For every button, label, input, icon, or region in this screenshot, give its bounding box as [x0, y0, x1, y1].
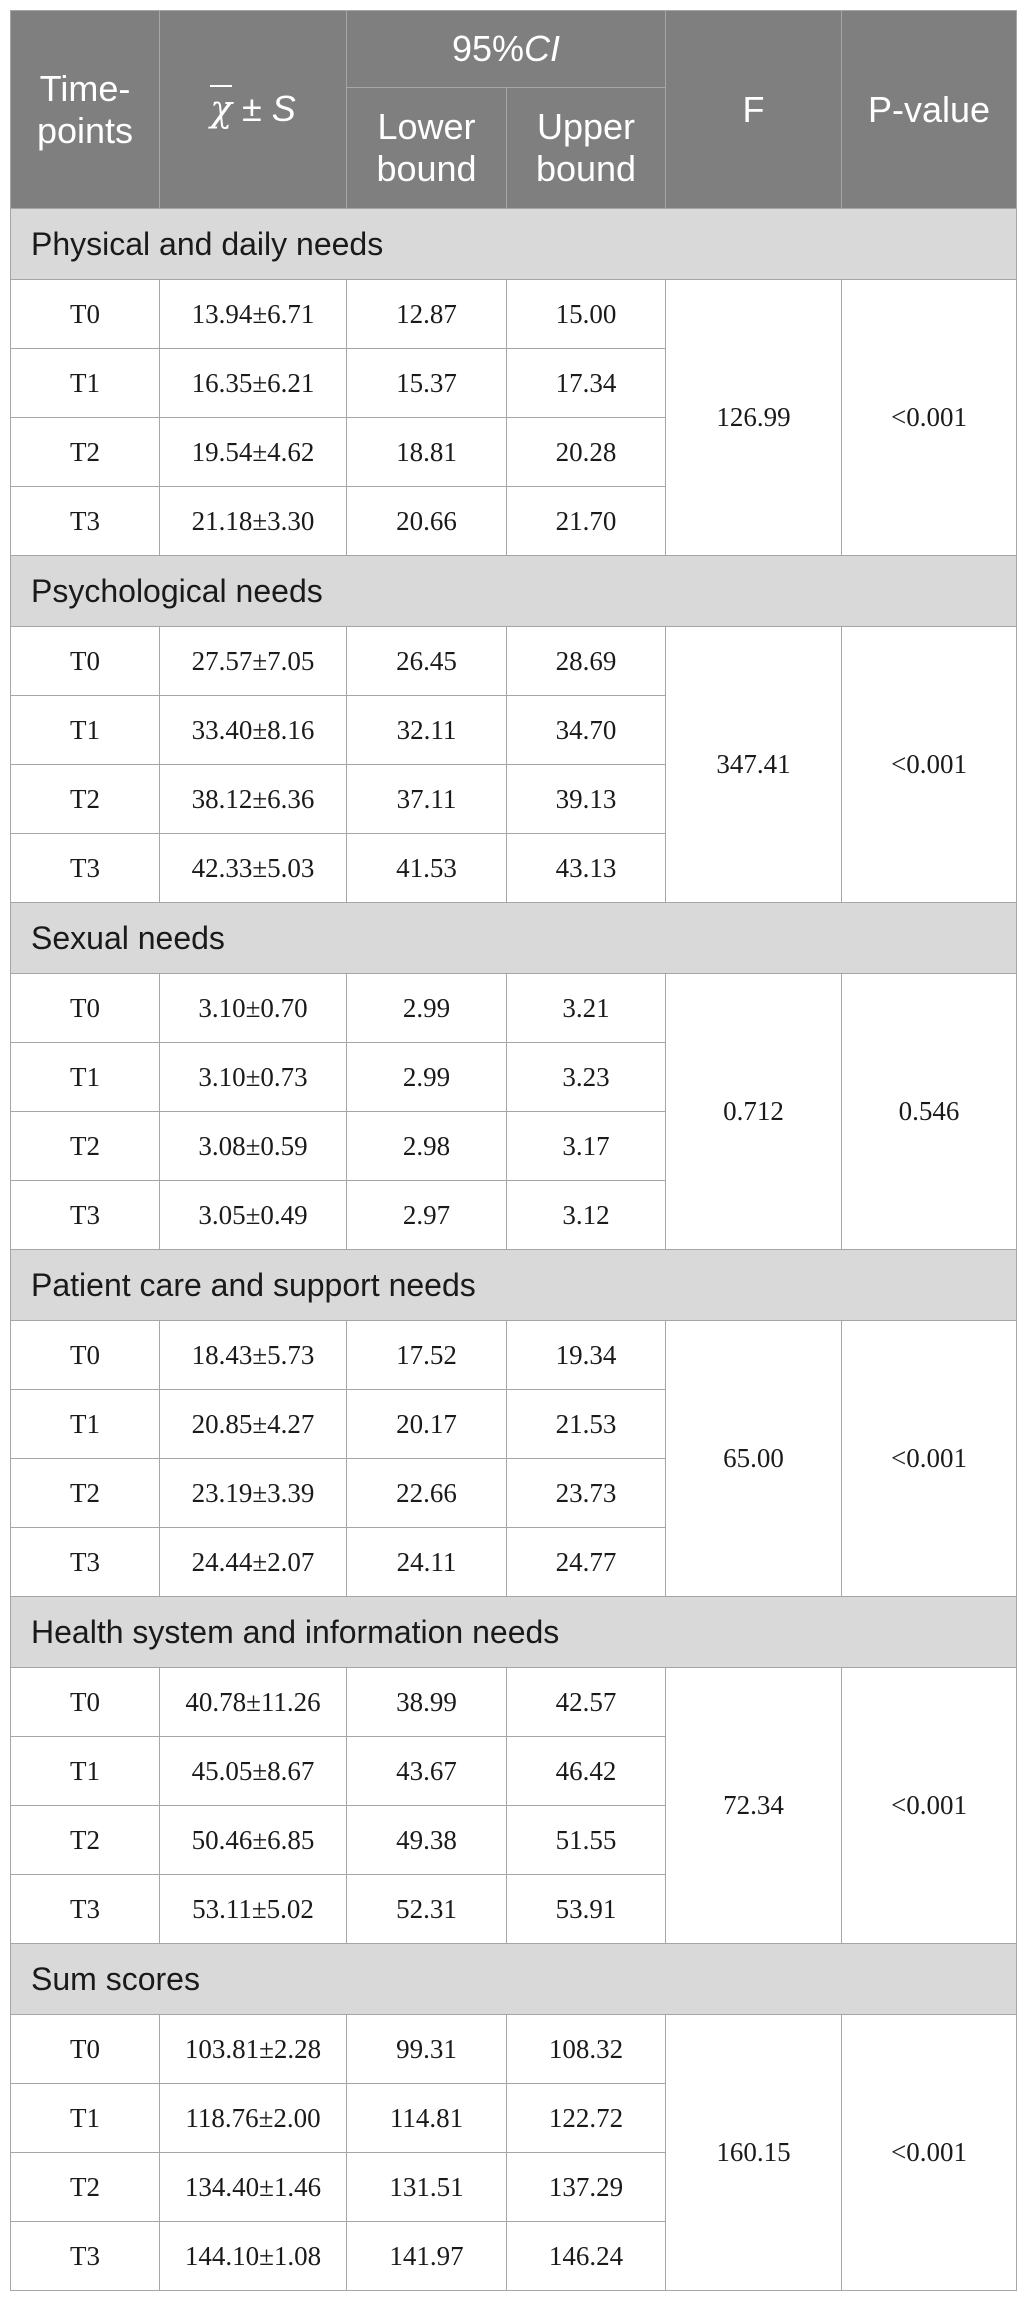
timepoint-cell: T2 — [11, 2153, 160, 2222]
lower-bound-cell: 41.53 — [347, 834, 507, 903]
upper-bound-cell: 108.32 — [507, 2015, 666, 2084]
lower-bound-cell: 18.81 — [347, 418, 507, 487]
section-title: Psychological needs — [11, 556, 1017, 627]
upper-bound-cell: 51.55 — [507, 1806, 666, 1875]
f-value-cell: 72.34 — [666, 1668, 842, 1944]
section-title: Health system and information needs — [11, 1597, 1017, 1668]
upper-bound-cell: 3.17 — [507, 1112, 666, 1181]
timepoint-cell: T2 — [11, 1459, 160, 1528]
lower-bound-cell: 2.98 — [347, 1112, 507, 1181]
p-value-cell: <0.001 — [842, 2015, 1017, 2291]
lower-bound-cell: 24.11 — [347, 1528, 507, 1597]
p-value-cell: <0.001 — [842, 627, 1017, 903]
timepoint-cell: T1 — [11, 1043, 160, 1112]
p-value-cell: 0.546 — [842, 974, 1017, 1250]
timepoint-cell: T1 — [11, 1390, 160, 1459]
upper-bound-cell: 28.69 — [507, 627, 666, 696]
section-title: Sexual needs — [11, 903, 1017, 974]
table-row — [11, 1321, 1017, 1390]
upper-bound-cell: 3.23 — [507, 1043, 666, 1112]
lower-bound-cell: 2.99 — [347, 1043, 507, 1112]
timepoint-cell: T2 — [11, 418, 160, 487]
lower-bound-cell: 26.45 — [347, 627, 507, 696]
section-title: Sum scores — [11, 1944, 1017, 2015]
lower-bound-cell: 43.67 — [347, 1737, 507, 1806]
mean-sd-cell: 144.10±1.08 — [160, 2222, 347, 2291]
mean-sd-cell: 53.11±5.02 — [160, 1875, 347, 1944]
timepoint-cell: T0 — [11, 1321, 160, 1390]
mean-sd-cell: 134.40±1.46 — [160, 2153, 347, 2222]
timepoint-cell: T0 — [11, 2015, 160, 2084]
timepoint-cell: T2 — [11, 1112, 160, 1181]
f-value-cell: 160.15 — [666, 2015, 842, 2291]
timepoint-cell: T3 — [11, 834, 160, 903]
upper-bound-cell: 15.00 — [507, 280, 666, 349]
section-title: Patient care and support needs — [11, 1250, 1017, 1321]
timepoint-cell: T2 — [11, 765, 160, 834]
upper-bound-cell: 137.29 — [507, 2153, 666, 2222]
header-ci: 95%CI — [347, 11, 666, 88]
upper-bound-cell: 19.34 — [507, 1321, 666, 1390]
lower-bound-cell: 12.87 — [347, 280, 507, 349]
upper-bound-cell: 3.21 — [507, 974, 666, 1043]
header-lower-bound: Lower bound — [347, 88, 507, 209]
lower-bound-cell: 141.97 — [347, 2222, 507, 2291]
mean-sd-cell: 3.10±0.73 — [160, 1043, 347, 1112]
mean-sd-cell: 13.94±6.71 — [160, 280, 347, 349]
upper-bound-cell: 21.53 — [507, 1390, 666, 1459]
upper-bound-cell: 34.70 — [507, 696, 666, 765]
mean-sd-cell: 3.10±0.70 — [160, 974, 347, 1043]
mean-sd-cell: 118.76±2.00 — [160, 2084, 347, 2153]
timepoint-cell: T3 — [11, 1528, 160, 1597]
upper-bound-cell: 146.24 — [507, 2222, 666, 2291]
section-row — [11, 1597, 1017, 1668]
timepoint-cell: T0 — [11, 1668, 160, 1737]
lower-bound-cell: 114.81 — [347, 2084, 507, 2153]
mean-sd-cell: 40.78±11.26 — [160, 1668, 347, 1737]
timepoint-cell: T3 — [11, 1181, 160, 1250]
lower-bound-cell: 17.52 — [347, 1321, 507, 1390]
timepoint-cell: T2 — [11, 1806, 160, 1875]
lower-bound-cell: 22.66 — [347, 1459, 507, 1528]
lower-bound-cell: 49.38 — [347, 1806, 507, 1875]
section-title: Physical and daily needs — [11, 209, 1017, 280]
lower-bound-cell: 2.99 — [347, 974, 507, 1043]
header-p-value: P-value — [842, 11, 1017, 209]
mean-sd-cell: 16.35±6.21 — [160, 349, 347, 418]
f-value-cell: 0.712 — [666, 974, 842, 1250]
timepoint-cell: T0 — [11, 627, 160, 696]
table-row — [11, 627, 1017, 696]
mean-sd-cell: 38.12±6.36 — [160, 765, 347, 834]
mean-sd-cell: 23.19±3.39 — [160, 1459, 347, 1528]
f-value-cell: 65.00 — [666, 1321, 842, 1597]
timepoint-cell: T1 — [11, 1737, 160, 1806]
lower-bound-cell: 37.11 — [347, 765, 507, 834]
table-row — [11, 1668, 1017, 1737]
mean-sd-cell: 33.40±8.16 — [160, 696, 347, 765]
lower-bound-cell: 20.66 — [347, 487, 507, 556]
upper-bound-cell: 42.57 — [507, 1668, 666, 1737]
timepoint-cell: T3 — [11, 2222, 160, 2291]
f-value-cell: 347.41 — [666, 627, 842, 903]
lower-bound-cell: 131.51 — [347, 2153, 507, 2222]
upper-bound-cell: 39.13 — [507, 765, 666, 834]
mean-sd-cell: 3.05±0.49 — [160, 1181, 347, 1250]
mean-sd-cell: 19.54±4.62 — [160, 418, 347, 487]
mean-sd-cell: 21.18±3.30 — [160, 487, 347, 556]
mean-sd-cell: 18.43±5.73 — [160, 1321, 347, 1390]
timepoint-cell: T0 — [11, 974, 160, 1043]
upper-bound-cell: 23.73 — [507, 1459, 666, 1528]
timepoint-cell: T3 — [11, 1875, 160, 1944]
lower-bound-cell: 20.17 — [347, 1390, 507, 1459]
timepoint-cell: T1 — [11, 2084, 160, 2153]
f-value-cell: 126.99 — [666, 280, 842, 556]
table-row — [11, 974, 1017, 1043]
table-body — [11, 209, 1017, 2291]
timepoint-cell: T1 — [11, 696, 160, 765]
sd-symbol: S — [271, 88, 296, 129]
section-row — [11, 1250, 1017, 1321]
lower-bound-cell: 99.31 — [347, 2015, 507, 2084]
upper-bound-cell: 122.72 — [507, 2084, 666, 2153]
section-row — [11, 903, 1017, 974]
p-value-cell: <0.001 — [842, 280, 1017, 556]
upper-bound-cell: 43.13 — [507, 834, 666, 903]
table-row — [11, 280, 1017, 349]
header-f: F — [666, 11, 842, 209]
mean-sd-cell: 42.33±5.03 — [160, 834, 347, 903]
p-value-cell: <0.001 — [842, 1668, 1017, 1944]
upper-bound-cell: 3.12 — [507, 1181, 666, 1250]
lower-bound-cell: 15.37 — [347, 349, 507, 418]
upper-bound-cell: 17.34 — [507, 349, 666, 418]
results-table — [10, 10, 1017, 2291]
upper-bound-cell: 20.28 — [507, 418, 666, 487]
mean-sd-cell: 45.05±8.67 — [160, 1737, 347, 1806]
mean-sd-cell: 20.85±4.27 — [160, 1390, 347, 1459]
lower-bound-cell: 2.97 — [347, 1181, 507, 1250]
mean-sd-cell: 50.46±6.85 — [160, 1806, 347, 1875]
mean-sd-cell: 27.57±7.05 — [160, 627, 347, 696]
mean-sd-cell: 103.81±2.28 — [160, 2015, 347, 2084]
p-value-cell: <0.001 — [842, 1321, 1017, 1597]
mean-sd-cell: 24.44±2.07 — [160, 1528, 347, 1597]
section-row — [11, 556, 1017, 627]
mean-sd-cell: 3.08±0.59 — [160, 1112, 347, 1181]
timepoint-cell: T0 — [11, 280, 160, 349]
upper-bound-cell: 46.42 — [507, 1737, 666, 1806]
mean-symbol: χ — [210, 89, 232, 130]
header-timepoints: Time-points — [11, 11, 160, 209]
header-mean-sd: χ ± S — [160, 11, 347, 209]
table-header — [11, 11, 1017, 209]
lower-bound-cell: 52.31 — [347, 1875, 507, 1944]
timepoint-cell: T3 — [11, 487, 160, 556]
table-row — [11, 2015, 1017, 2084]
header-upper-bound: Upper bound — [507, 88, 666, 209]
timepoint-cell: T1 — [11, 349, 160, 418]
lower-bound-cell: 38.99 — [347, 1668, 507, 1737]
results-table-container — [10, 10, 1016, 2291]
section-row — [11, 209, 1017, 280]
upper-bound-cell: 24.77 — [507, 1528, 666, 1597]
section-row — [11, 1944, 1017, 2015]
upper-bound-cell: 53.91 — [507, 1875, 666, 1944]
lower-bound-cell: 32.11 — [347, 696, 507, 765]
upper-bound-cell: 21.70 — [507, 487, 666, 556]
